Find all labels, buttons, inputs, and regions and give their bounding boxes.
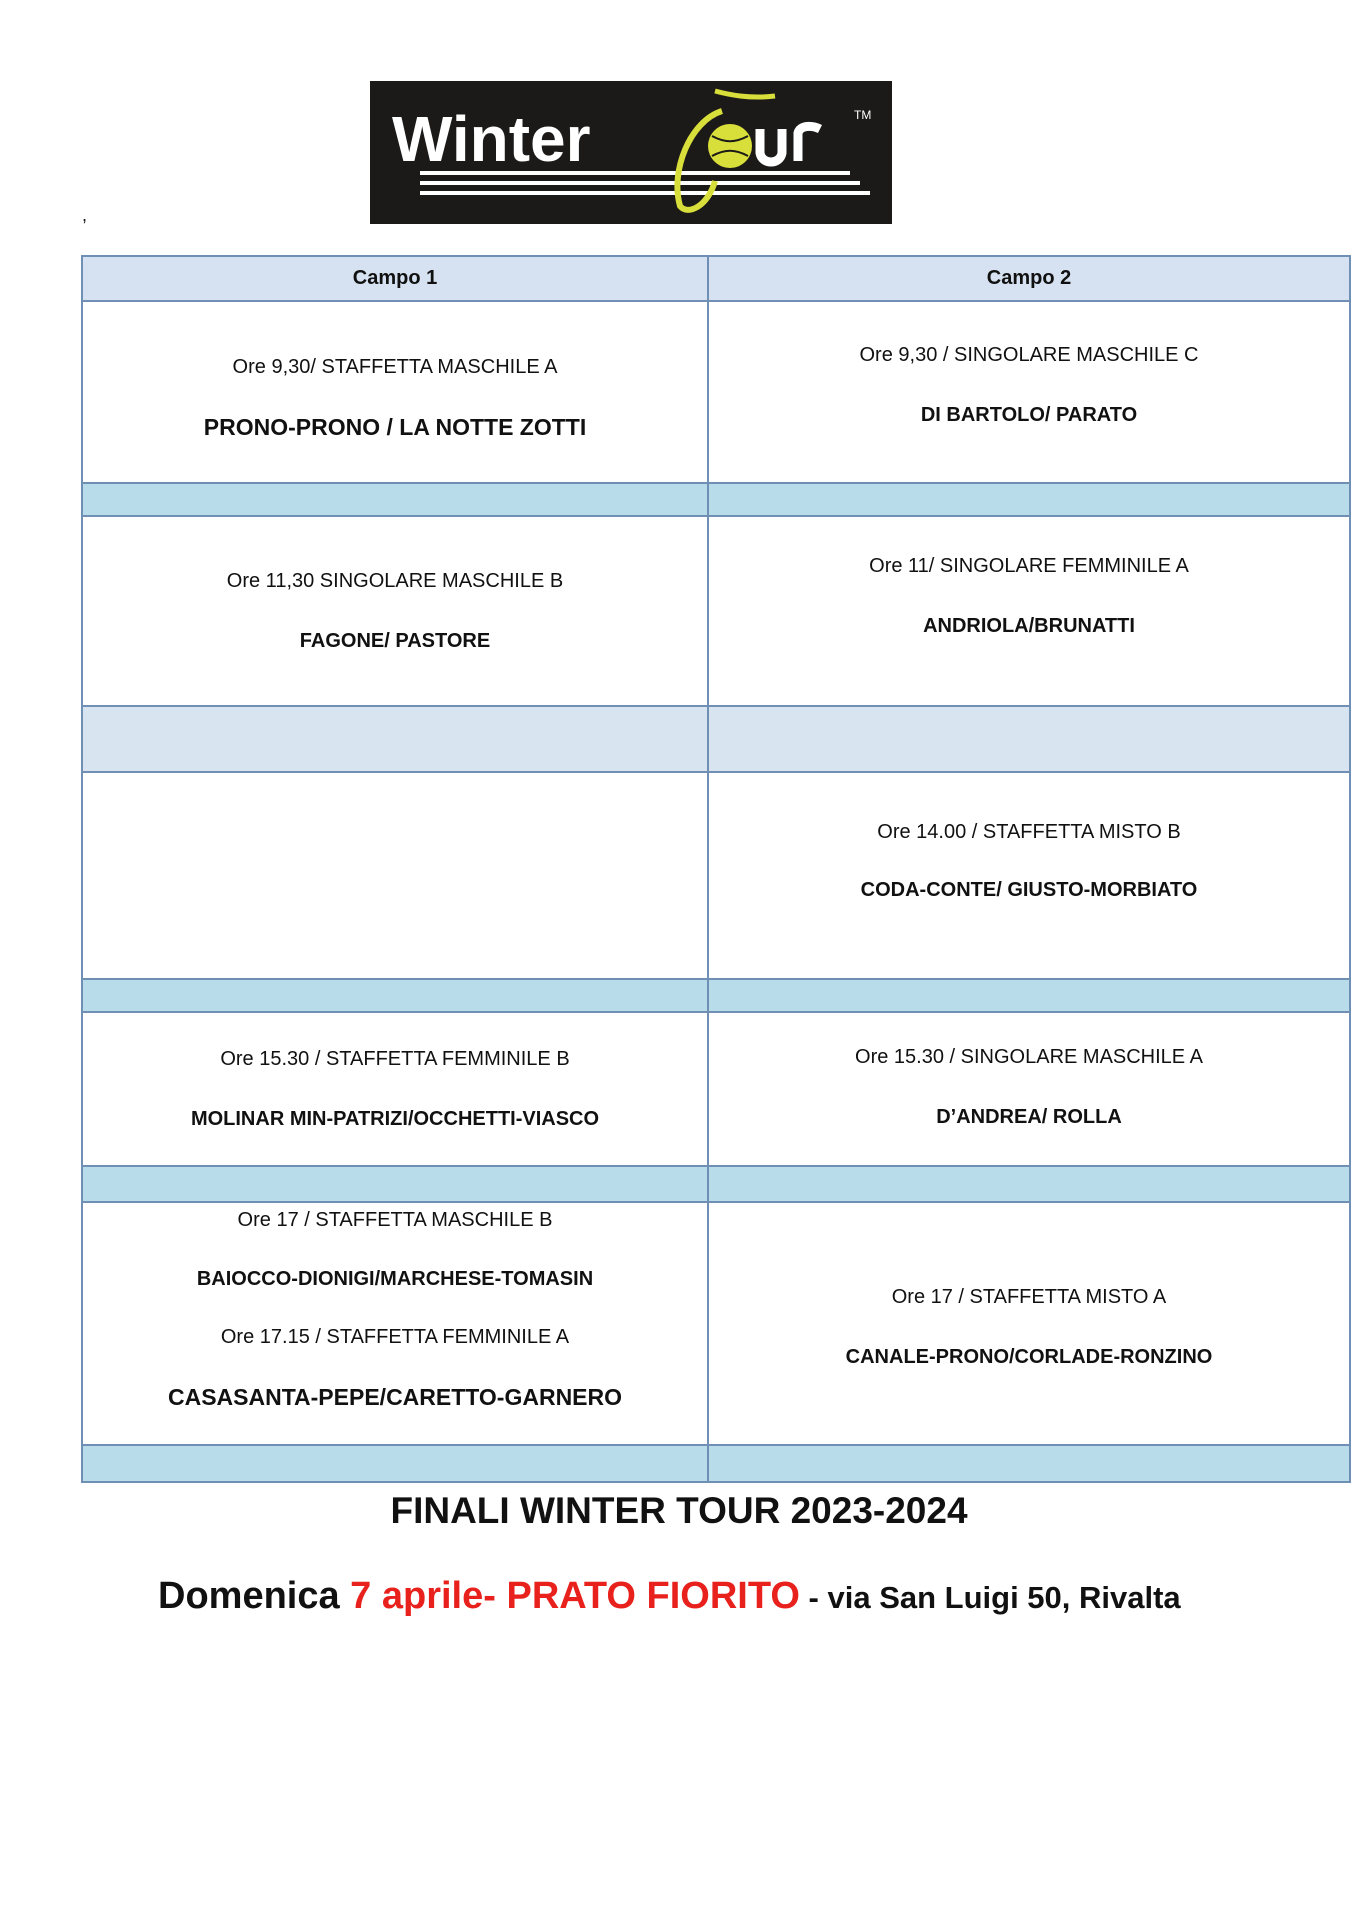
match-time: Ore 9,30 / SINGOLARE MASCHILE C: [859, 344, 1199, 366]
spacer-row: [82, 1445, 1350, 1482]
spacer-cell: [708, 706, 1350, 772]
slot-campo-2: [708, 1202, 1350, 1445]
table-row: [82, 301, 1350, 483]
spacer-cell: [82, 1166, 708, 1202]
trademark-mark: TM: [854, 108, 872, 122]
match-time: Ore 15.30 / SINGOLARE MASCHILE A: [855, 1046, 1203, 1068]
event-address: - via San Luigi 50, Rivalta: [799, 1580, 1181, 1615]
logo-graphic: [370, 81, 892, 224]
slot-campo-1: [82, 1012, 708, 1166]
match-players: PRONO-PRONO / LA NOTTE ZOTTI: [203, 414, 587, 440]
event-day: Domenica: [158, 1575, 351, 1617]
match-time: Ore 9,30/ STAFFETTA MASCHILE A: [232, 356, 558, 378]
slot-campo-1: [82, 516, 708, 706]
table-row: [82, 1202, 1350, 1445]
spacer-cell: [708, 1445, 1350, 1482]
match-time: Ore 14.00 / STAFFETTA MISTO B: [877, 820, 1181, 843]
slot-campo-1: [82, 1202, 708, 1445]
match-time: Ore 11/ SINGOLARE FEMMINILE A: [869, 555, 1189, 577]
match-time: Ore 17.15 / STAFFETTA FEMMINILE A: [220, 1326, 570, 1348]
match-time: Ore 17 / STAFFETTA MASCHILE B: [237, 1209, 553, 1231]
match-players: DI BARTOLO/ PARATO: [920, 404, 1138, 426]
match-time: Ore 17 / STAFFETTA MISTO A: [891, 1285, 1167, 1308]
spacer-cell: [82, 706, 708, 772]
match-players: ANDRIOLA/BRUNATTI: [923, 615, 1135, 637]
spacer-cell: [82, 1445, 708, 1482]
stray-comma: ,: [82, 205, 88, 225]
event-date: 7 aprile-: [350, 1575, 507, 1617]
match-time: Ore 11,30 SINGOLARE MASCHILE B: [226, 570, 564, 592]
spacer-cell: [82, 483, 708, 516]
table-row: [82, 1012, 1350, 1166]
match-players: MOLINAR MIN-PATRIZI/OCCHETTI-VIASCO: [190, 1108, 600, 1130]
spacer-row: [82, 706, 1350, 772]
match-players: CODA-CONTE/ GIUSTO-MORBIATO: [860, 878, 1198, 901]
slot-campo-1: [82, 301, 708, 483]
column-header-campo-1: Campo 1: [82, 256, 708, 301]
schedule-table: [81, 255, 1351, 1483]
slot-campo-2: [708, 516, 1350, 706]
slot-campo-2: [708, 772, 1350, 979]
logo-word-winter: Winter: [392, 103, 591, 175]
spacer-row: [82, 979, 1350, 1012]
column-header-campo-2: Campo 2: [708, 256, 1350, 301]
spacer-cell: [82, 979, 708, 1012]
table-row: [82, 516, 1350, 706]
match-players: CASASANTA-PEPE/CARETTO-GARNERO: [167, 1384, 623, 1410]
spacer-row: [82, 1166, 1350, 1202]
match-players: D’ANDREA/ ROLLA: [936, 1106, 1122, 1128]
event-title: FINALI WINTER TOUR 2023-2024: [390, 1490, 968, 1531]
slot-campo-2: [708, 301, 1350, 483]
winter-tour-logo: [370, 81, 892, 224]
spacer-row: [82, 483, 1350, 516]
match-players: CANALE-PRONO/CORLADE-RONZINO: [845, 1345, 1213, 1368]
spacer-cell: [708, 979, 1350, 1012]
match-players: BAIOCCO-DIONIGI/MARCHESE-TOMASIN: [196, 1268, 594, 1290]
event-venue: PRATO FIORITO: [506, 1575, 800, 1617]
slot-campo-1: [82, 772, 708, 979]
match-players: FAGONE/ PASTORE: [299, 630, 491, 652]
match-time: Ore 15.30 / STAFFETTA FEMMINILE B: [220, 1048, 570, 1070]
slot-campo-2: [708, 1012, 1350, 1166]
spacer-cell: [708, 1166, 1350, 1202]
table-header-row: [82, 256, 1350, 301]
event-details: [158, 1575, 1181, 1618]
spacer-cell: [708, 483, 1350, 516]
table-row: [82, 772, 1350, 979]
